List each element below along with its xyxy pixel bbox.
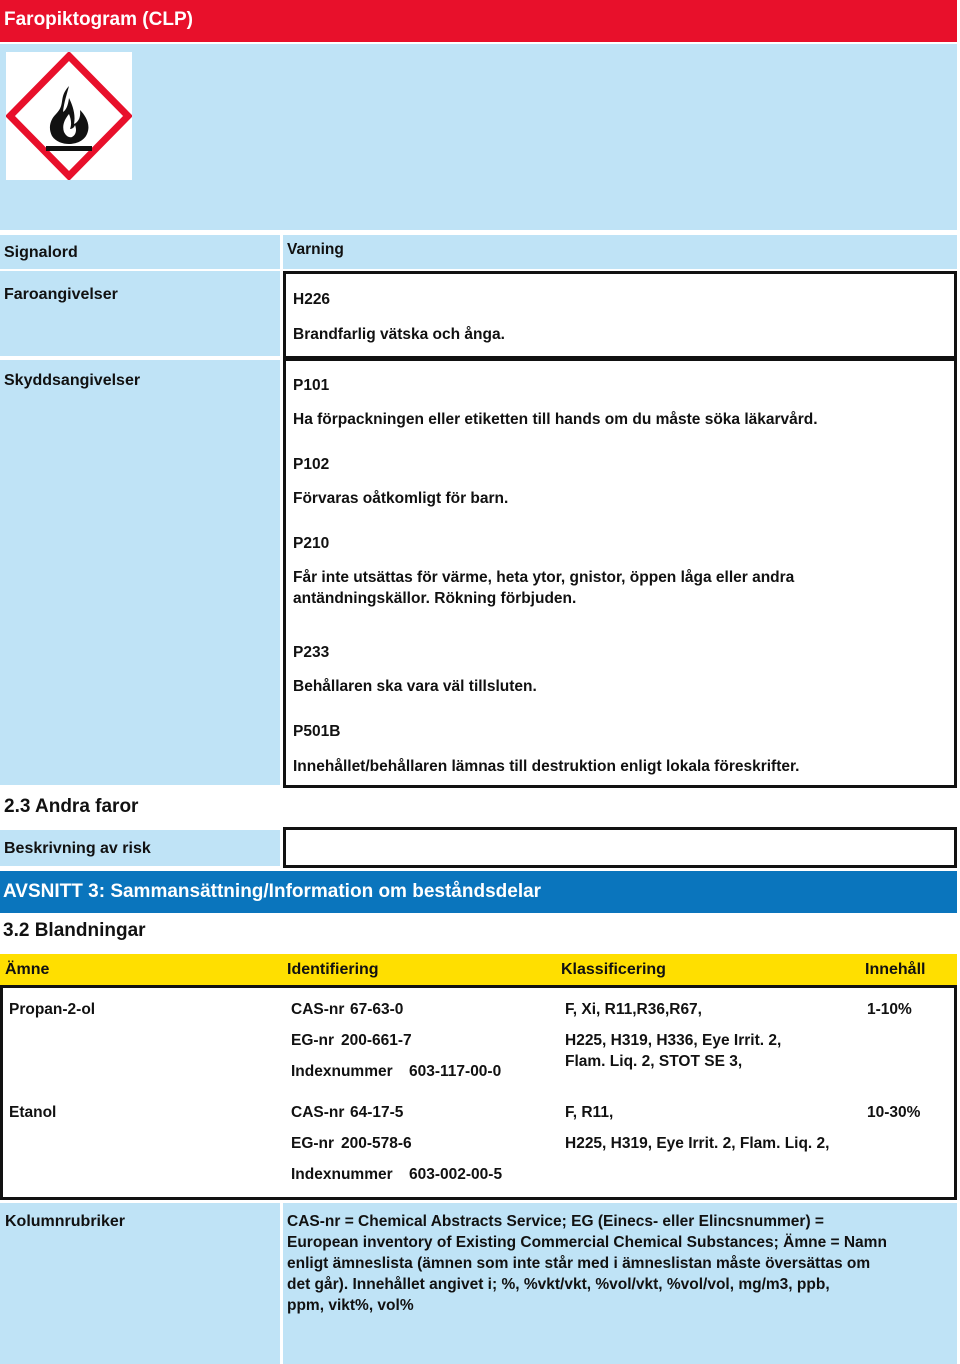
mixtures-heading: 3.2 Blandningar — [3, 920, 146, 941]
column-headings-text-line: CAS-nr = Chemical Abstracts Service; EG (Einecs- eller Elincsnummer) = — [287, 1213, 824, 1230]
index-number: 603-002-00-5 — [409, 1166, 503, 1183]
cas-number: 64-17-5 — [350, 1104, 404, 1121]
precaution-code: P102 — [293, 456, 330, 473]
skyddsangivelser-label: Skyddsangivelser — [4, 372, 141, 389]
substance-name: Propan-2-ol — [9, 1001, 96, 1018]
column-headings-text-line: enligt ämneslista (ämnen som inte står med i ämneslistan måste översättas om — [287, 1255, 871, 1272]
column-header-substance: Ämne — [5, 961, 50, 978]
cas-label: CAS-nr — [291, 1001, 345, 1018]
substance-name: Etanol — [9, 1104, 57, 1121]
section3-header — [0, 871, 957, 913]
eg-label: EG-nr — [291, 1032, 335, 1049]
signalord-value: Varning — [287, 241, 344, 258]
hazard-statements-box — [283, 271, 957, 359]
column-header-classification: Klassificering — [561, 961, 666, 978]
classification: F, R11, — [565, 1104, 614, 1121]
section3-title: AVSNITT 3: Sammansättning/Information om beståndsdelar — [3, 881, 542, 902]
signalord-value-cell — [283, 235, 957, 269]
precaution-text: Förvaras oåtkomligt för barn. — [293, 490, 509, 507]
precaution-text: Får inte utsättas för värme, heta ytor, gnistor, öppen låga eller andra — [293, 569, 795, 586]
eg-number: 200-578-6 — [341, 1135, 412, 1152]
skyddsangivelser-label-cell — [0, 360, 280, 785]
table-header-row — [0, 954, 957, 986]
precaution-text: Behållaren ska vara väl tillsluten. — [293, 678, 537, 695]
pictogram-section-header — [0, 0, 957, 42]
hazard-text: Brandfarlig vätska och ånga. — [293, 326, 505, 343]
risk-description-box — [283, 827, 957, 868]
faroangivelser-label: Faroangivelser — [4, 286, 118, 303]
eg-number: 200-661-7 — [341, 1032, 412, 1049]
precaution-code: P501B — [293, 723, 341, 740]
pictogram-section-title: Faropiktogram (CLP) — [4, 9, 193, 30]
content-range: 10-30% — [867, 1104, 921, 1121]
risk-description-label: Beskrivning av risk — [4, 840, 151, 857]
column-header-identification: Identifiering — [287, 961, 379, 978]
index-label: Indexnummer — [291, 1166, 393, 1183]
index-label: Indexnummer — [291, 1063, 393, 1080]
cas-number: 67-63-0 — [350, 1001, 404, 1018]
faroangivelser-label-cell — [0, 271, 280, 356]
ghs02-flame-icon — [6, 52, 132, 180]
column-headings-label: Kolumnrubriker — [5, 1213, 126, 1230]
pictogram-panel — [0, 44, 957, 230]
precaution-code: P210 — [293, 535, 330, 552]
hazard-code: H226 — [293, 291, 331, 308]
column-headings-text-line: det går). Innehållet angivet i; %, %vkt/vkt, %vol/vkt, %vol/vol, mg/m3, ppb, — [287, 1276, 830, 1293]
classification-h: H225, H319, Eye Irrit. 2, Flam. Liq. 2, — [565, 1135, 830, 1152]
precaution-text-continued: antändningskällor. Rökning förbjuden. — [293, 590, 577, 607]
column-headings-text-line: ppm, vikt%, vol% — [287, 1297, 414, 1314]
column-headings-text-line: European inventory of Existing Commercial Chemical Substances; Ämne = Namn — [287, 1234, 887, 1251]
other-hazards-heading: 2.3 Andra faror — [4, 796, 139, 817]
cas-label: CAS-nr — [291, 1104, 345, 1121]
classification: F, Xi, R11,R36,R67, — [565, 1001, 702, 1018]
index-number: 603-117-00-0 — [409, 1063, 502, 1080]
classification-h: H225, H319, H336, Eye Irrit. 2, — [565, 1032, 782, 1049]
precaution-code: P101 — [293, 377, 330, 394]
eg-label: EG-nr — [291, 1135, 335, 1152]
precaution-text: Ha förpackningen eller etiketten till hands om du måste söka läkarvård. — [293, 411, 818, 428]
precaution-text: Innehållet/behållaren lämnas till destruktion enligt lokala föreskrifter. — [293, 758, 800, 775]
content-range: 1-10% — [867, 1001, 912, 1018]
signalord-label: Signalord — [4, 244, 78, 261]
classification-h-continued: Flam. Liq. 2, STOT SE 3, — [565, 1053, 743, 1070]
column-header-content: Innehåll — [865, 961, 926, 978]
precaution-code: P233 — [293, 644, 330, 661]
